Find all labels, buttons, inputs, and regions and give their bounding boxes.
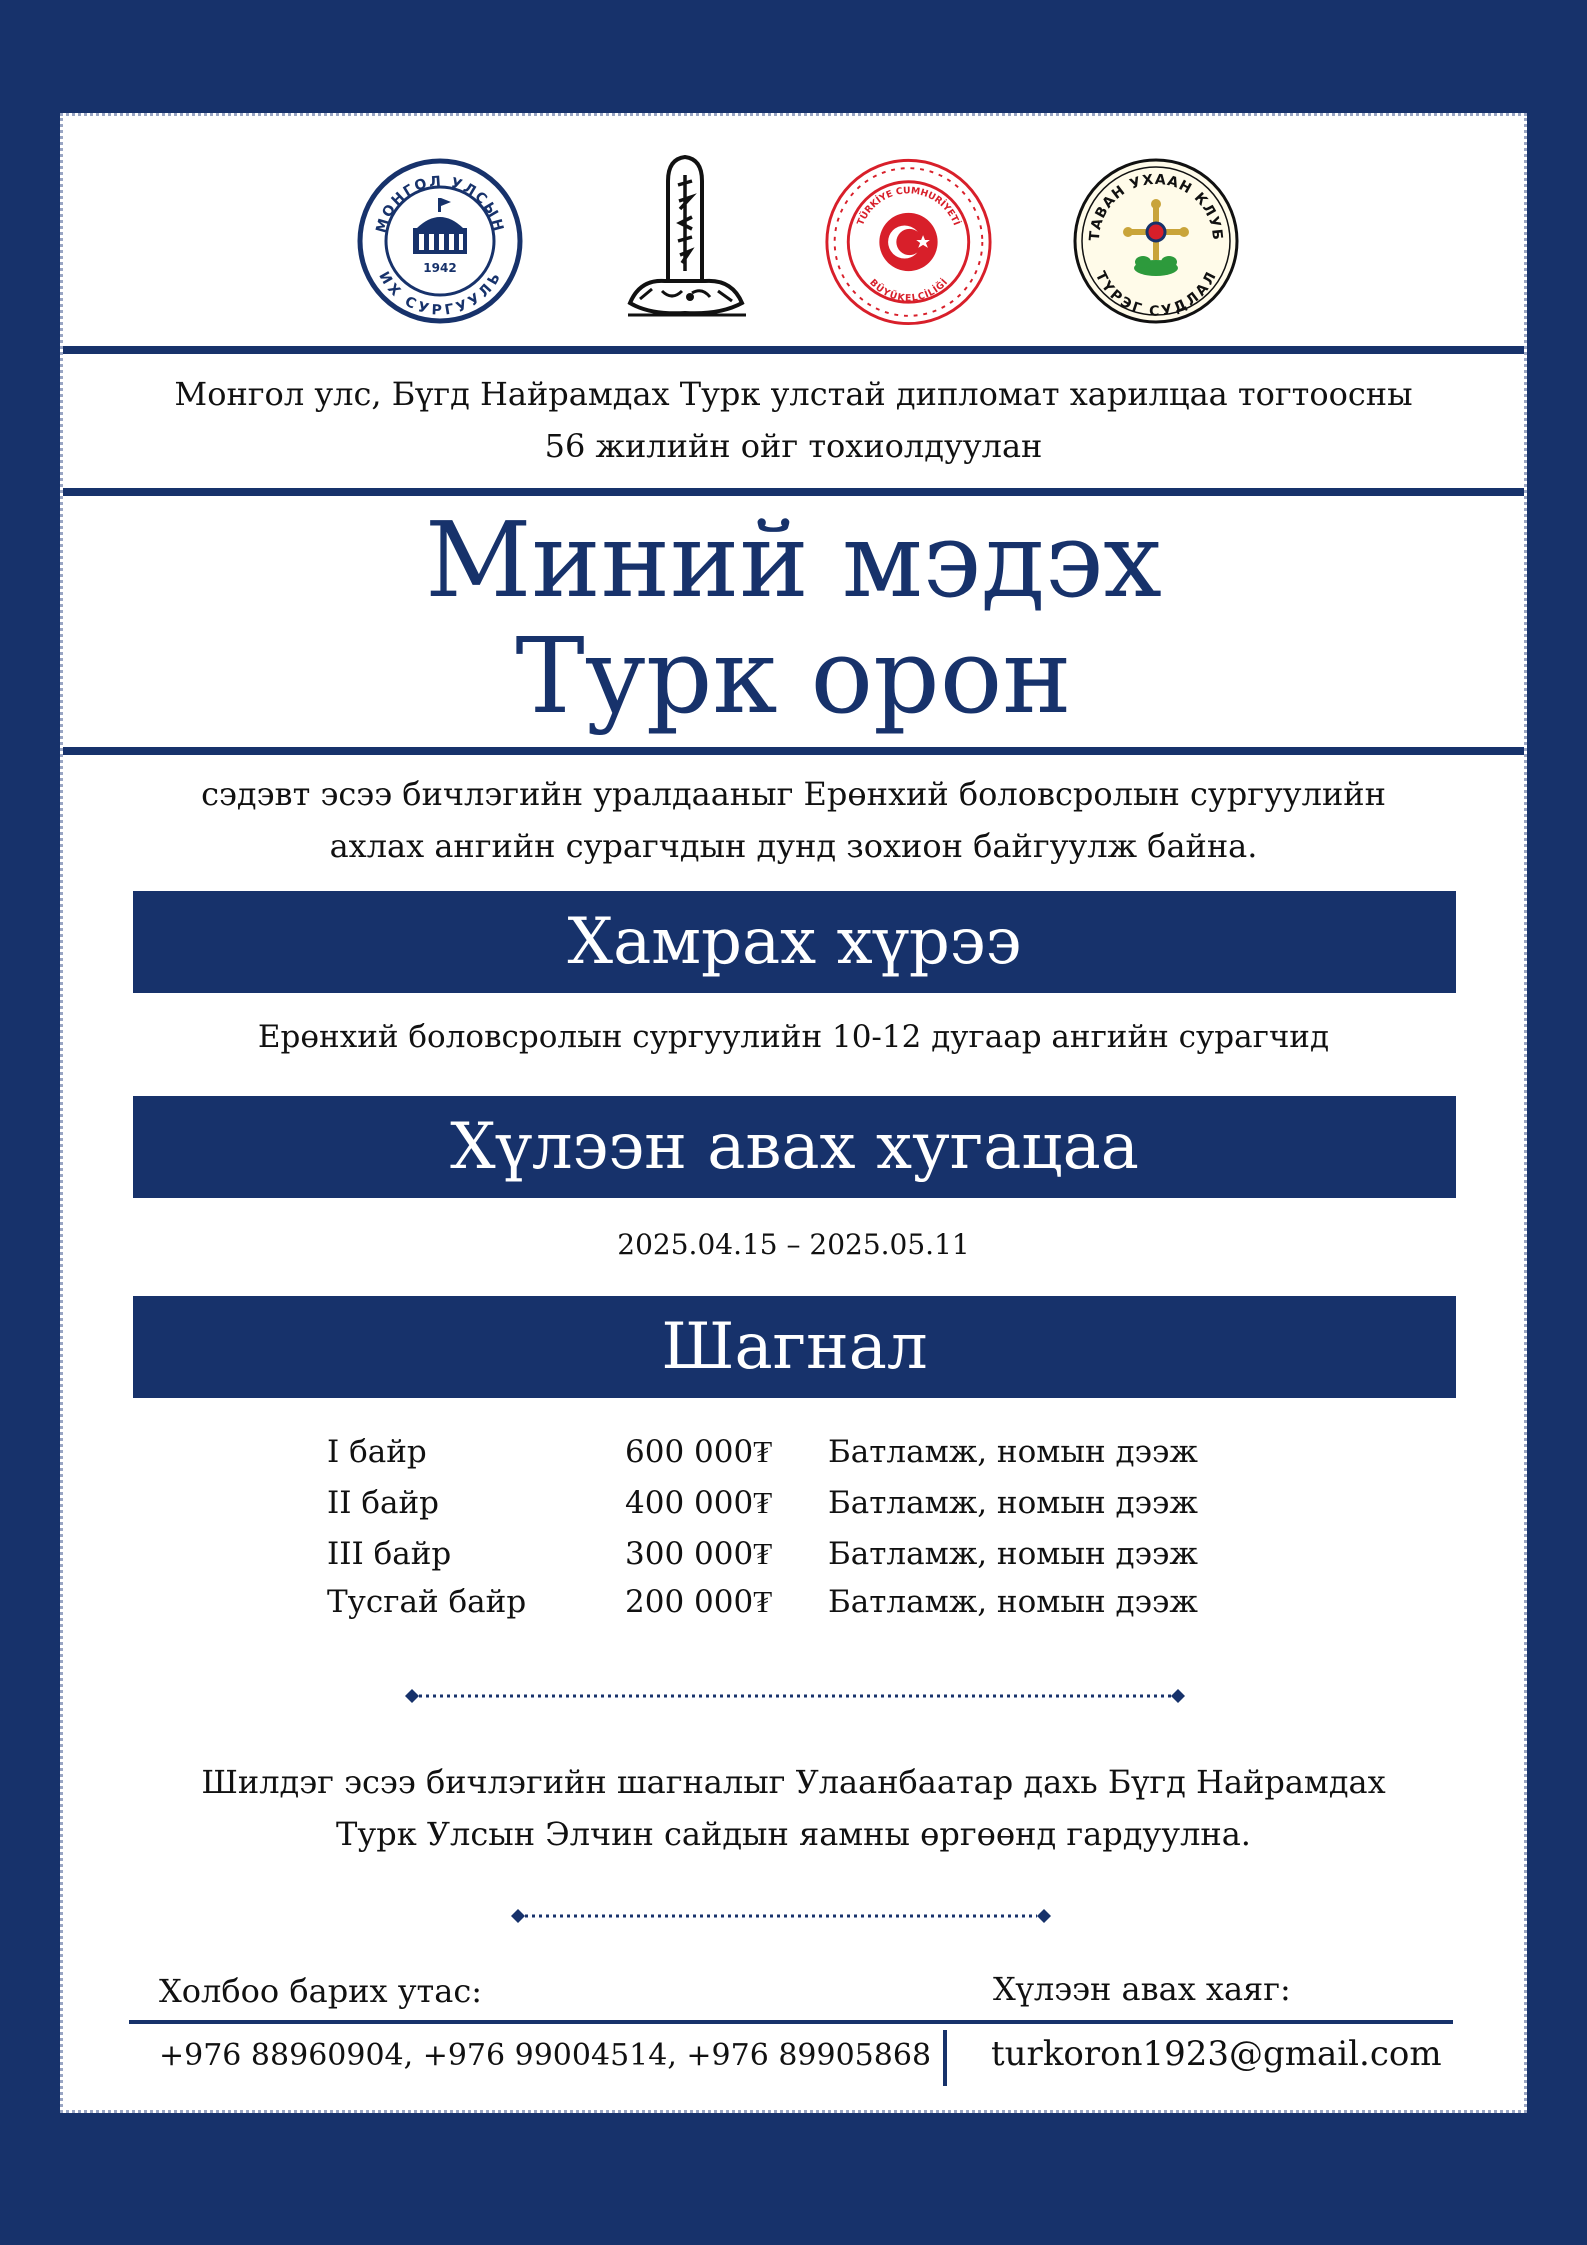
prize-place: II байр (327, 1485, 439, 1521)
poster-frame (60, 113, 1527, 2113)
club-seal-bottom-text: ТҮРЭГ СУДЛАЛ (1091, 269, 1221, 320)
university-seal-bottom-text: ИХ СУРГУУЛЬ (375, 269, 505, 319)
prize-amount: 200 000₮ (625, 1584, 773, 1620)
scope-text: Ерөнхий боловсролын сургуулийн 10-12 дугаар ангийн сурагчид (257, 1019, 1330, 1055)
prize-place: Тусгай байр (327, 1584, 527, 1620)
dotted-divider (405, 1689, 1185, 1703)
description-line-2: ахлах ангийн сурагчдын дунд зохион байгуулж байна. (329, 827, 1258, 865)
top-divider-rule (63, 346, 1524, 354)
page-title-line-1: Миний мэдэх (425, 499, 1162, 621)
phone-label: Холбоо барих утас: (159, 1972, 483, 2010)
embassy-seal-top-text: TÜRKİYE CUMHURİYETİ (855, 184, 962, 227)
email-label: Хүлээн авах хаяг: (993, 1970, 1291, 2008)
prize-amount: 300 000₮ (625, 1536, 773, 1572)
deadline-text: 2025.04.15 – 2025.05.11 (617, 1228, 970, 1261)
prize-reward: Батламж, номын дээж (828, 1434, 1198, 1470)
prize-row (63, 1536, 1524, 1588)
prize-row (63, 1584, 1524, 1636)
prize-reward: Батламж, номын дээж (828, 1584, 1198, 1620)
dotted-divider (511, 1909, 1051, 1923)
prize-amount: 600 000₮ (625, 1434, 773, 1470)
club-seal-logo (1071, 146, 1241, 336)
embassy-seal-bottom-text: BÜYÜKELÇİLİĞİ (867, 276, 950, 304)
university-seal-logo (355, 146, 525, 336)
university-seal-year: 1942 (423, 261, 457, 275)
phone-numbers: +976 88960904, +976 99004514, +976 89905868 (159, 2038, 932, 2073)
scope-heading: Хамрах хүрээ (133, 891, 1456, 993)
subheading-line-1: Монгол улс, Бүгд Найрамдах Турк улстай дипломат харилцаа тогтоосны (174, 375, 1413, 413)
contact-vertical-divider (943, 2030, 947, 2086)
orkhon-monument-logo (600, 146, 770, 336)
contact-divider-rule (129, 2020, 1453, 2024)
email-link[interactable]: turkoron1923@gmail.com (991, 2034, 1442, 2074)
ceremony-line-1: Шилдэг эсээ бичлэгийн шагналыг Улаанбаатар дахь Бүгд Найрамдах (201, 1763, 1386, 1801)
turkish-embassy-seal-logo (823, 146, 993, 336)
prize-place: III байр (327, 1536, 452, 1572)
prize-reward: Батламж, номын дээж (828, 1485, 1198, 1521)
prize-row (63, 1434, 1524, 1486)
club-seal-top-text: ТАВАН УХААН КЛУБ (1086, 171, 1226, 242)
title-top-rule (63, 488, 1524, 496)
deadline-heading: Хүлээн авах хугацаа (133, 1096, 1456, 1198)
page-title (63, 499, 1524, 737)
prize-heading: Шагнал (133, 1296, 1456, 1398)
prize-amount: 400 000₮ (625, 1485, 773, 1521)
subheading (63, 368, 1524, 472)
prize-reward: Батламж, номын дээж (828, 1536, 1198, 1572)
description-line-1: сэдэвт эсээ бичлэгийн уралдааныг Ерөнхий боловсролын сургуулийн (201, 775, 1386, 813)
prize-row (63, 1485, 1524, 1537)
logo-row (63, 146, 1524, 356)
subheading-line-2: 56 жилийн ойг тохиолдуулан (544, 427, 1043, 465)
ceremony-text (63, 1756, 1524, 1860)
prize-place: I байр (327, 1434, 427, 1470)
description (63, 768, 1524, 872)
ceremony-line-2: Турк Улсын Элчин сайдын яамны өргөөнд гардуулна. (336, 1815, 1251, 1853)
university-seal-top-text: МОНГОЛ УЛСЫН (373, 173, 507, 235)
page-title-line-2: Турк орон (515, 615, 1072, 737)
title-bottom-rule (63, 747, 1524, 755)
